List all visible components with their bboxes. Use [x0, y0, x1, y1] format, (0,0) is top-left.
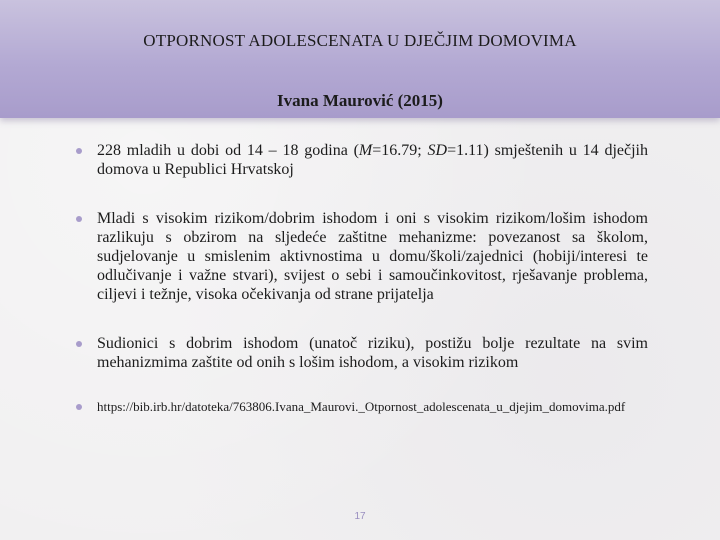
source-link[interactable]: https://bib.irb.hr/datoteka/763806.Ivana_Maurovi._Otpornost_adolescenata_u_djejim_domovima.pdf — [97, 399, 626, 414]
bullet-dot-icon — [76, 216, 82, 222]
bullet-list — [74, 141, 648, 415]
mean-value: =16.79; — [372, 142, 428, 159]
bullet-text: Mladi s visokim rizikom/dobrim ishodom i oni s visokim rizikom/lošim ishodom razlikuju s obzirom na sljedeće zaštitne mehanizme: povezanost sa školom, sudjelovanje u smislenim aktivnostima u domu/školi/zajednici (hobiji/interesi te odlučivanje i važne stvari), svijest o sebi i samoučinkovitost, rješavanje problema, ciljevi i težnje, visoka očekivanja od strane prijatelja — [97, 210, 648, 303]
bullet-text-post: =1.11) smještenih u 14 dječjih domova u Republici Hrvatskoj — [97, 142, 648, 178]
bullet-dot-icon — [76, 341, 82, 347]
bullet-text-pre: 228 mladih u dobi od 14 – 18 godina ( — [97, 142, 359, 159]
bullet-item-outcomes — [74, 334, 648, 372]
slide-title: OTPORNOST ADOLESCENATA U DJEČJIM DOMOVIMA — [143, 31, 577, 50]
bullet-dot-icon — [76, 148, 82, 154]
bullet-text: Sudionici s dobrim ishodom (unatoč riziku), postižu bolje rezultate na svim mehanizmima zaštite od onih s lošim ishodom, a visokim rizikom — [97, 335, 648, 371]
bullet-item-sample — [74, 141, 648, 179]
bullet-dot-icon — [76, 404, 82, 410]
page-number: 17 — [354, 511, 366, 522]
mean-label: M — [358, 142, 373, 159]
bullet-item-protective-factors — [74, 209, 648, 304]
slide-subtitle: Ivana Maurović (2015) — [277, 91, 443, 110]
bullet-item-source-link[interactable] — [74, 398, 648, 415]
sd-label: SD — [427, 142, 448, 159]
